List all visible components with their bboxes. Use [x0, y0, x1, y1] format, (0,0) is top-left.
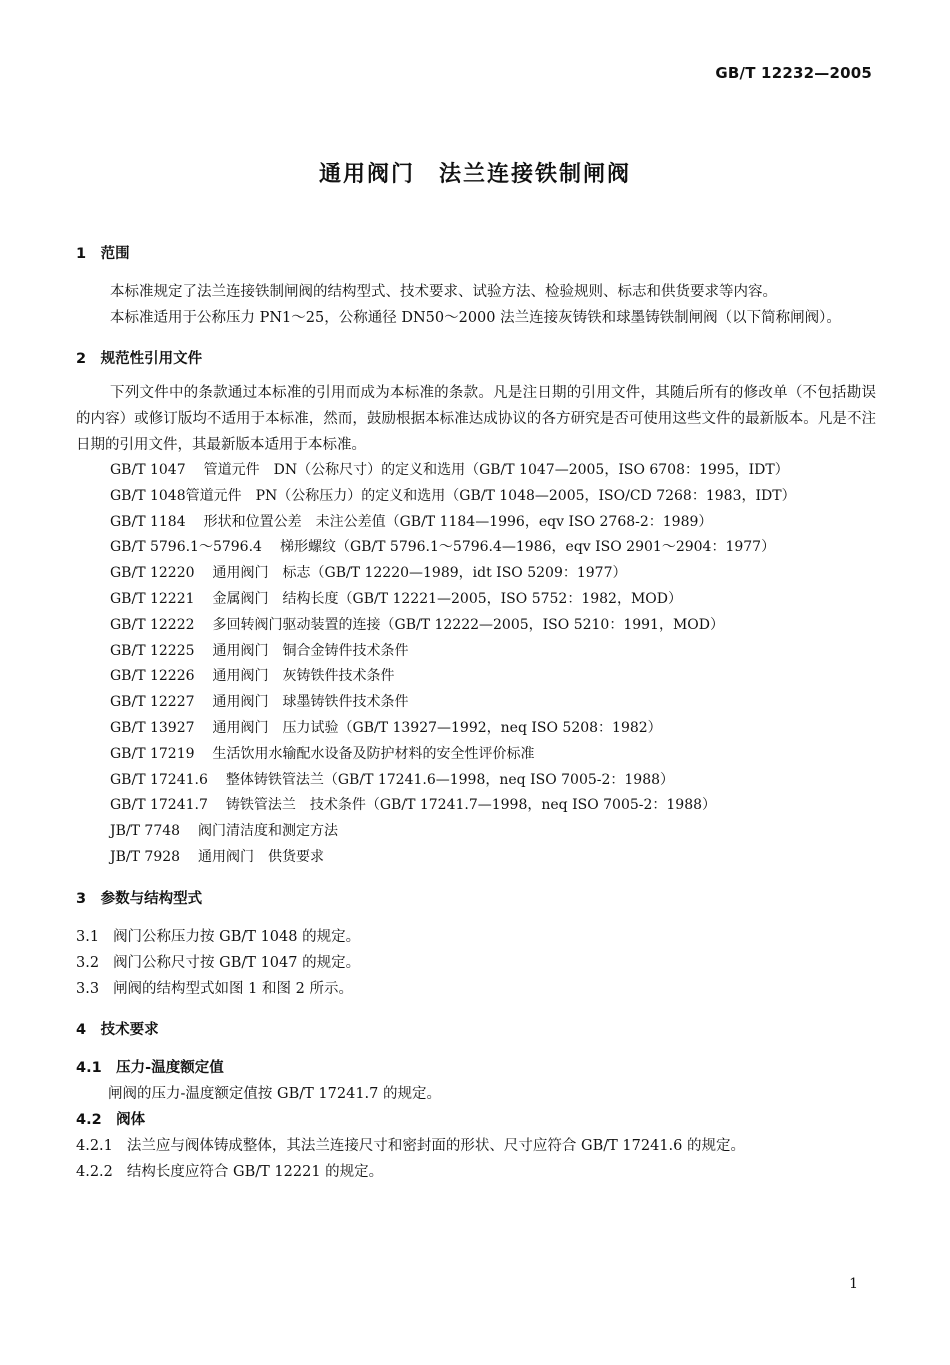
- standard-code: GB/T 12232—2005: [715, 64, 872, 82]
- reference-item: GB/T 1184 形状和位置公差 未注公差值（GB/T 1184—1996，eqv ISO 2768-2：1989）: [110, 513, 713, 530]
- reference-item: GB/T 12222 多回转阀门驱动装置的连接（GB/T 12222—2005，ISO 5210：1991，MOD）: [110, 616, 724, 633]
- section-2-paragraph-1: 下列文件中的条款通过本标准的引用而成为本标准的条款。凡是注日期的引用文件，其随后所有的修改单（不包括勘误的内容）或修订版均不适用于本标准，然而，鼓励根据本标准达成协议的各方研究是否可使用这些文件的最新版本。凡是不注日期的引用文件，其最新版本适用于本标准。: [76, 385, 876, 453]
- clause-4-2-heading: 4.2 阀体: [76, 1111, 146, 1128]
- section-3-heading: 3 参数与结构型式: [76, 890, 203, 907]
- reference-item: GB/T 17219 生活饮用水输配水设备及防护材料的安全性评价标准: [110, 745, 535, 762]
- document-body: [76, 242, 876, 1185]
- reference-item: GB/T 17241.6 整体铸铁管法兰（GB/T 17241.6—1998，neq ISO 7005-2：1988）: [110, 771, 675, 788]
- page-number: 1: [849, 1276, 858, 1292]
- clause-4-1-heading: 4.1 压力-温度额定值: [76, 1059, 224, 1076]
- clause-4-1-text: 闸阀的压力-温度额定值按 GB/T 17241.7 的规定。: [108, 1085, 441, 1102]
- clause-item: 3.2 阀门公称尺寸按 GB/T 1047 的规定。: [76, 954, 361, 971]
- reference-item: GB/T 1047 管道元件 DN（公称尺寸）的定义和选用（GB/T 1047—2005，ISO 6708：1995，IDT）: [110, 462, 789, 478]
- reference-item: JB/T 7748 阀门清洁度和测定方法: [110, 823, 339, 840]
- reference-item: GB/T 12221 金属阀门 结构长度（GB/T 12221—2005，ISO 5752：1982，MOD）: [110, 590, 683, 607]
- reference-item: JB/T 7928 通用阀门 供货要求: [110, 848, 325, 865]
- section-4-heading: 4 技术要求: [76, 1021, 159, 1038]
- section-1-heading: 1 范围: [76, 246, 130, 262]
- reference-item: GB/T 5796.1～5796.4 梯形螺纹（GB/T 5796.1～5796.4—1986，eqv ISO 2901～2904：1977）: [110, 539, 776, 556]
- section-1-paragraph-2: 本标准适用于公称压力 PN1～25，公称通径 DN50～2000 法兰连接灰铸铁和球墨铸铁制闸阀（以下简称闸阀）。: [110, 310, 841, 326]
- clause-item: 4.2.2 结构长度应符合 GB/T 12221 的规定。: [76, 1163, 384, 1180]
- reference-item: GB/T 1048管道元件 PN（公称压力）的定义和选用（GB/T 1048—2005，ISO/CD 7268：1983，IDT）: [110, 487, 796, 504]
- reference-item: GB/T 13927 通用阀门 压力试验（GB/T 13927—1992，neq ISO 5208：1982）: [110, 719, 662, 736]
- reference-item: GB/T 17241.7 铸铁管法兰 技术条件（GB/T 17241.7—1998，neq ISO 7005-2：1988）: [110, 797, 717, 814]
- clause-item: 3.1 阀门公称压力按 GB/T 1048 的规定。: [76, 928, 361, 945]
- section-1-paragraph-1: 本标准规定了法兰连接铁制闸阀的结构型式、技术要求、试验方法、检验规则、标志和供货要求等内容。: [110, 284, 777, 300]
- reference-list: [76, 458, 876, 871]
- section-2-heading: 2 规范性引用文件: [76, 351, 203, 367]
- reference-item: GB/T 12226 通用阀门 灰铸铁件技术条件: [110, 668, 395, 685]
- clause-item: 4.2.1 法兰应与阀体铸成整体，其法兰连接尺寸和密封面的形状、尺寸应符合 GB/T 17241.6 的规定。: [76, 1137, 745, 1154]
- reference-item: GB/T 12227 通用阀门 球墨铸铁件技术条件: [110, 694, 409, 711]
- reference-item: GB/T 12225 通用阀门 铜合金铸件技术条件: [110, 642, 409, 659]
- reference-item: GB/T 12220 通用阀门 标志（GB/T 12220—1989，idt ISO 5209：1977）: [110, 565, 627, 582]
- clause-item: 3.3 闸阀的结构型式如图 1 和图 2 所示。: [76, 980, 353, 997]
- document-title: 通用阀门 法兰连接铁制闸阀: [318, 162, 631, 187]
